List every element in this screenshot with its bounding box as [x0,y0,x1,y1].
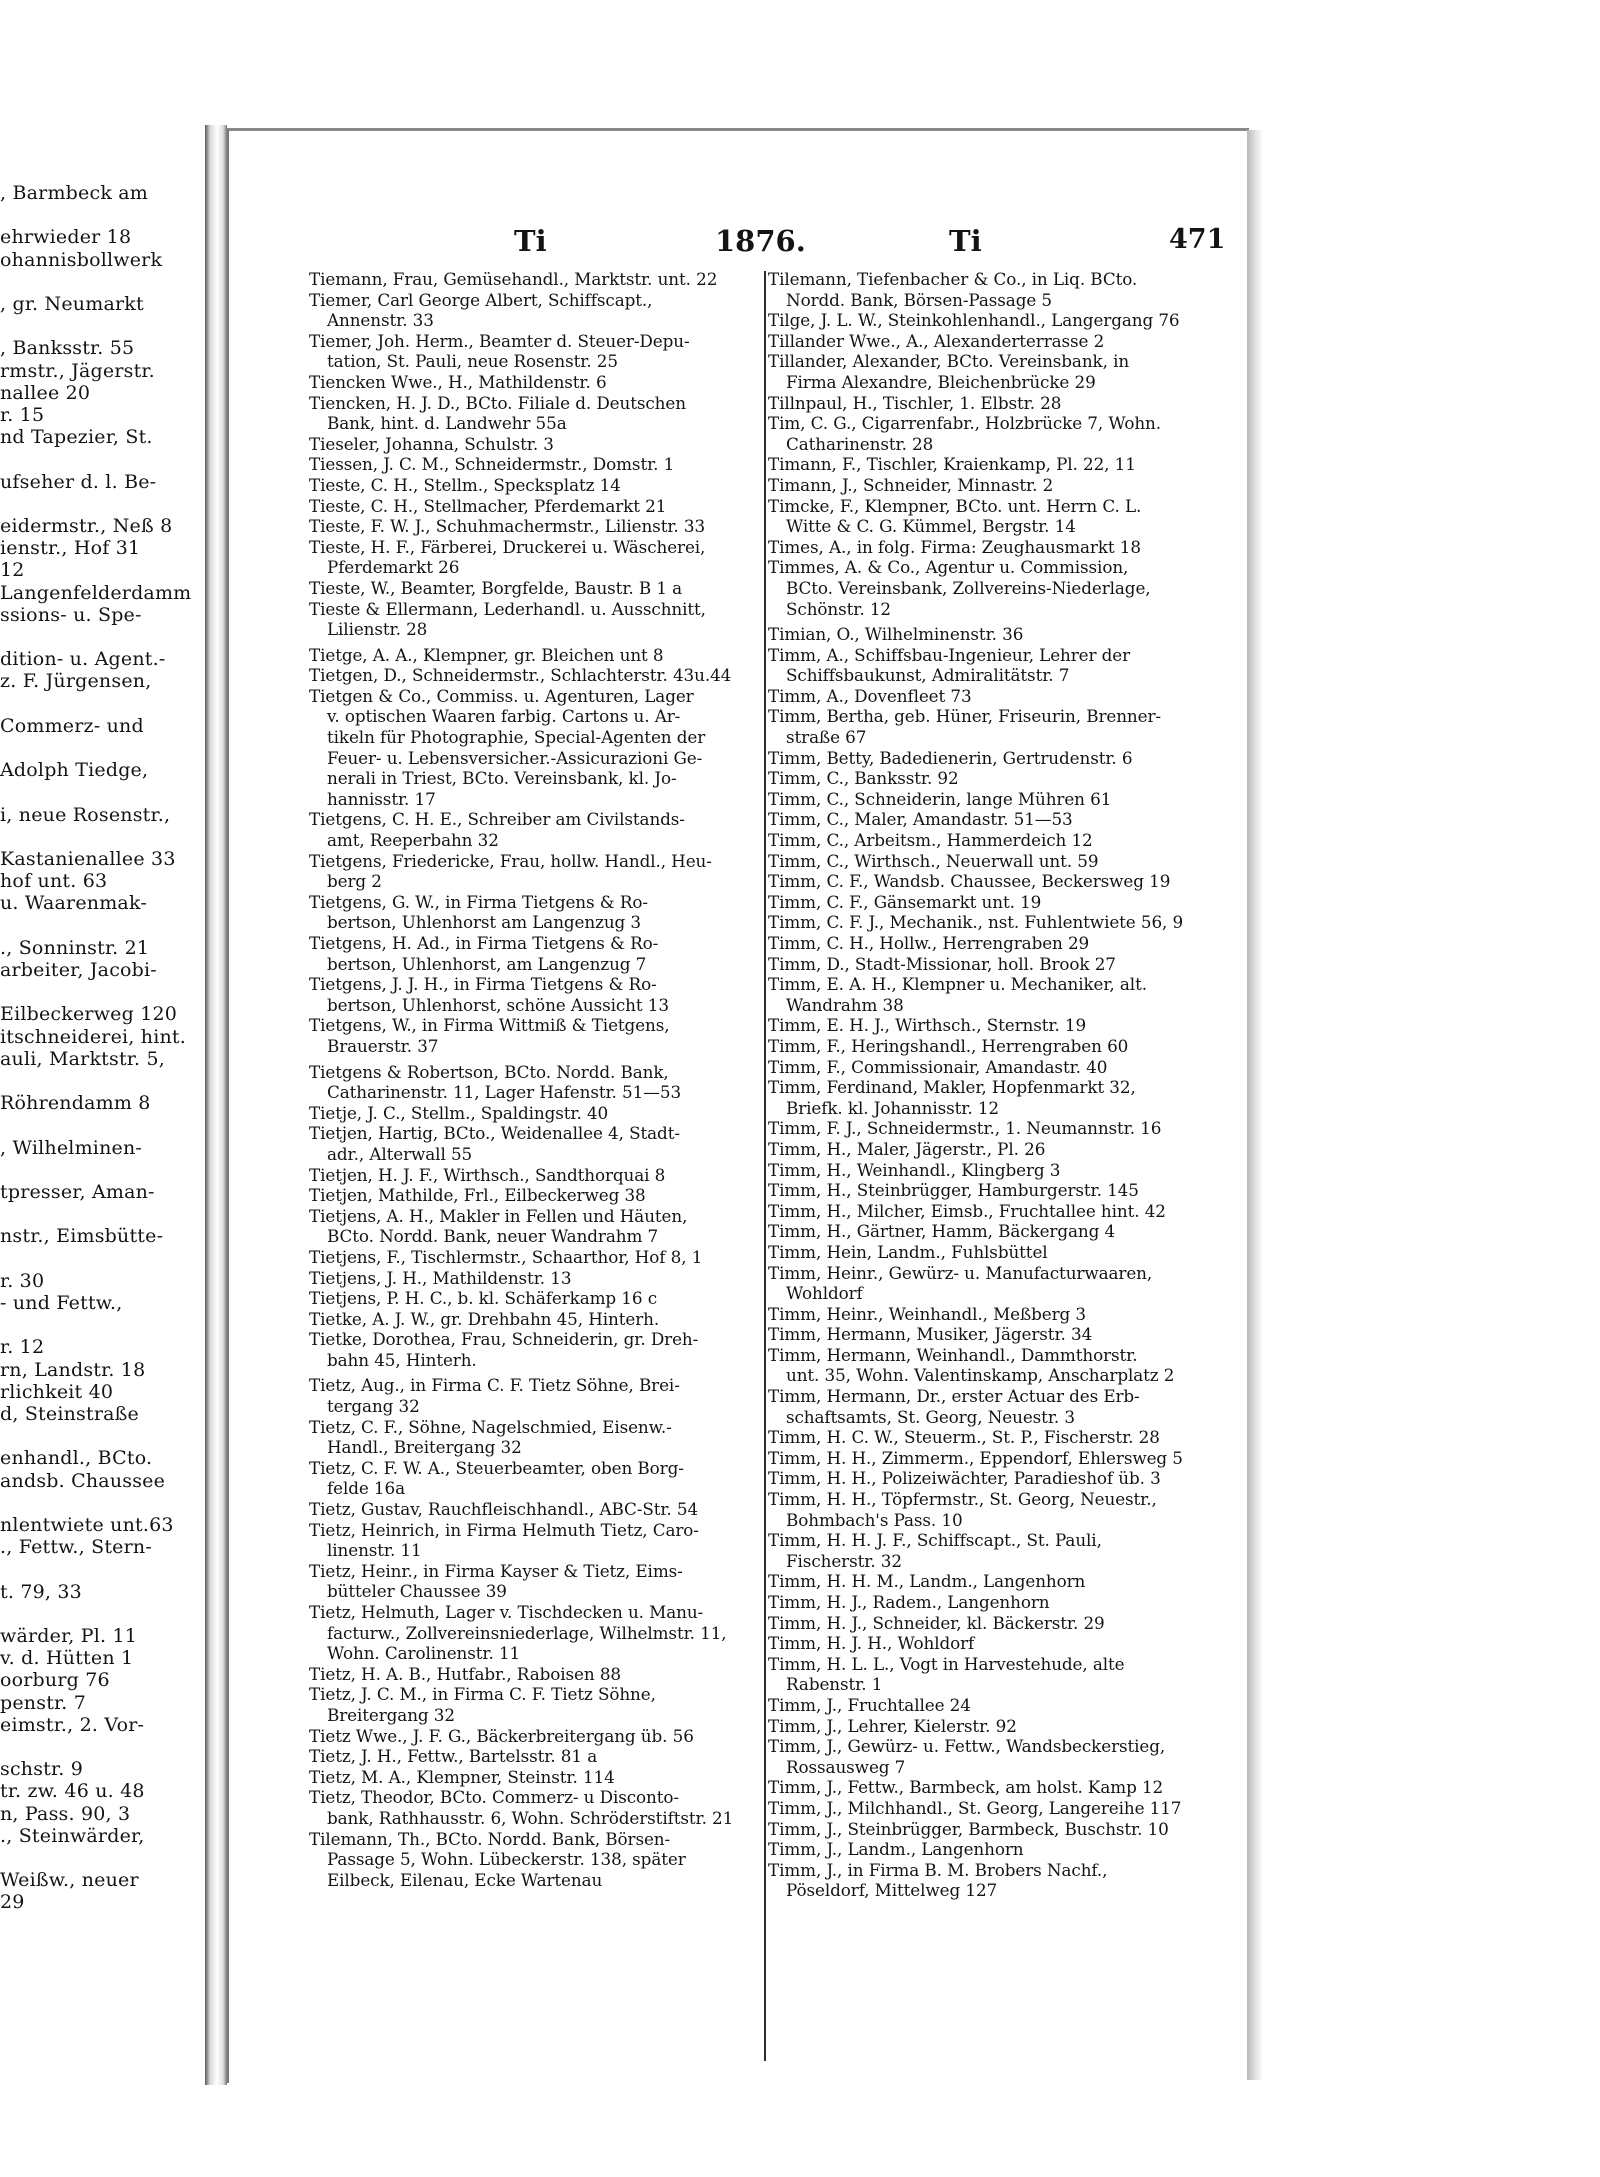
directory-entry-line: Tietjen, H. J. F., Wirthsch., Sandthorquai 8 [309,1164,666,1185]
directory-entry-line: Tietz, Helmuth, Lager v. Tischdecken u. Manu- [309,1602,704,1622]
directory-entry-line: Tietz, J. C. M., in Firma C. F. Tietz Söhne, [309,1684,656,1705]
directory-entry-line: Tiemer, Carl George Albert, Schiffscapt., [309,289,653,310]
directory-entry-line: Rabenstr. 1 [786,1674,883,1695]
directory-entry-line: felde 16a [327,1478,405,1499]
fragment-line: , Wilhelminen- [0,1136,143,1159]
directory-entry-line: Timm, H., Weinhandl., Klingberg 3 [768,1159,1061,1180]
directory-entry-line: Brauerstr. 37 [327,1035,439,1056]
fragment-line: penstr. 7 [0,1691,86,1714]
directory-entry-line: Timcke, F., Klempner, BCto. unt. Herrn C. L. [768,495,1142,516]
directory-entry-line: Timm, C., Wirthsch., Neuerwall unt. 59 [768,850,1099,871]
directory-entry-line: Timm, Hermann, Dr., erster Actuar des Erb- [768,1386,1140,1407]
fragment-line: i, neue Rosenstr., [0,803,171,826]
directory-entry-line: Timm, H. J., Schneider, kl. Bäckerstr. 29 [768,1612,1105,1633]
fragment-line: nstr., Eimsbütte- [0,1225,164,1248]
directory-entry-line: Timm, H. H., Polizeiwächter, Paradieshof üb. 3 [768,1468,1161,1489]
directory-entry-line: Timm, Hermann, Musiker, Jägerstr. 34 [768,1324,1093,1345]
directory-entry-line: Tiemer, Joh. Herm., Beamter d. Steuer-Depu- [309,330,690,351]
directory-entry-line: Tilge, J. L. W., Steinkohlenhandl., Langergang 76 [768,310,1180,331]
fragment-line: u. Waarenmak- [0,892,147,915]
directory-entry-line: Tietgens, C. H. E., Schreiber am Civilstands- [309,809,685,830]
directory-entry-line: Schiffsbaukunst, Admiralitätstr. 7 [786,665,1070,686]
directory-entry-line: Timm, A., Dovenfleet 73 [768,685,972,706]
directory-entry-line: unt. 35, Wohn. Valentinskamp, Anscharplatz 2 [786,1365,1175,1386]
directory-entry-line: Tietgens, W., in Firma Wittmiß & Tietgens, [309,1015,670,1036]
fragment-line: Kastanienallee 33 [0,848,176,870]
directory-entry-line: Tieseler, Johanna, Schulstr. 3 [309,433,554,454]
directory-entry-line: Tietgens, Friedericke, Frau, hollw. Handl., Heu- [309,850,712,871]
fragment-line: nlentwiete unt.63 [0,1514,174,1536]
directory-entry-line: Tietz, C. F. W. A., Steuerbeamter, oben Borg- [309,1457,684,1478]
directory-entry-line: Timm, Bertha, geb. Hüner, Friseurin, Brenner- [768,706,1161,727]
fragment-line: v. d. Hütten 1 [0,1647,134,1670]
directory-entry-line: hannisstr. 17 [327,788,436,809]
directory-entry-line: Timm, J., Steinbrügger, Barmbeck, Buschstr. 10 [768,1818,1169,1839]
directory-entry-line: Tiencken, H. J. D., BCto. Filiale d. Deutschen [309,392,686,413]
directory-entry-line: Tieste, C. H., Stellm., Specksplatz 14 [309,474,621,495]
directory-entry-line: Witte & C. G. Kümmel, Bergstr. 14 [786,516,1076,537]
directory-entry-line: Timm, H. H., Zimmerm., Eppendorf, Ehlersweg 5 [768,1447,1183,1468]
directory-entry-line: Tietke, Dorothea, Frau, Schneiderin, gr. Dreh- [309,1329,699,1350]
directory-entry-line: Timm, Betty, Badedienerin, Gertrudenstr. 6 [768,747,1133,768]
fragment-line: r. 15 [0,404,45,426]
fragment-line: enhandl., BCto. [0,1447,153,1470]
fragment-line: arbeiter, Jacobi- [0,959,157,981]
fragment-line: wärder, Pl. 11 [0,1625,138,1647]
fragment-line: ufseher d. l. Be- [0,470,157,493]
directory-entry-line: Timm, C., Schneiderin, lange Mühren 61 [768,788,1112,809]
directory-entry-line: Timm, H. J. H., Wohldorf [768,1633,975,1654]
directory-entry-line: bertson, Uhlenhorst, am Langenzug 7 [327,953,647,974]
directory-entry-line: Tietz, C. F., Söhne, Nagelschmied, Eisenw.- [309,1416,672,1437]
fragment-line: auli, Marktstr. 5, [0,1047,165,1070]
directory-entry-line: Timm, A., Schiffsbau-Ingenieur, Lehrer der [768,644,1131,665]
fragment-line: itschneiderei, hint. [0,1025,187,1048]
fragment-line: Adolph Tiedge, [0,759,149,782]
directory-entry-line: bütteler Chaussee 39 [327,1581,507,1602]
fragment-line: r. 12 [0,1336,45,1359]
fragment-line: nd Tapezier, St. [0,426,153,449]
directory-entry-line: Feuer- u. Lebensversicher.-Assicurazioni Ge- [327,747,703,768]
directory-entry-line: Timian, O., Wilhelminenstr. 36 [768,624,1024,645]
directory-entry-line: Timm, D., Stadt-Missionar, holl. Brook 27 [768,953,1116,974]
directory-entry-line: BCto. Vereinsbank, Zollvereins-Niederlage, [786,577,1151,598]
directory-entry-line: Annenstr. 33 [327,310,434,331]
directory-entry-line: Timm, J., Gewürz- u. Fettw., Wandsbeckerstieg, [768,1736,1166,1757]
directory-entry-line: Tiessen, J. C. M., Schneidermstr., Domstr. 1 [309,454,675,475]
directory-entry-line: Tietjen, Hartig, BCto., Weidenallee 4, Stadt- [309,1123,680,1144]
fragment-line: hof unt. 63 [0,870,108,893]
directory-entry-line: Tietgen, D., Schneidermstr., Schlachterstr. 43u.44 [309,665,732,686]
directory-entry-line: Timm, H. H. M., Landm., Langenhorn [768,1571,1086,1592]
page-number: 471 [1169,224,1226,255]
directory-entry-line: Timm, H. H., Töpfermstr., St. Georg, Neuestr., [768,1489,1157,1510]
fragment-line: r. 30 [0,1269,45,1292]
fragment-line: Weißw., neuer [0,1869,139,1892]
directory-entry-line: Timm, H. C. W., Steuerm., St. P., Fischerstr. 28 [768,1427,1160,1448]
book-gutter [205,125,227,2085]
fragment-line: ., Sonninstr. 21 [0,936,150,959]
directory-entry-line: Timm, H., Steinbrügger, Hamburgerstr. 145 [768,1180,1139,1201]
directory-entry-line: Tietz, Heinr., in Firma Kayser & Tietz, Eims- [309,1560,683,1581]
directory-entry-line: Rossausweg 7 [786,1756,906,1777]
directory-entry-line: Tietgens, G. W., in Firma Tietgens & Ro- [309,891,648,912]
header-year: 1876. [715,224,806,258]
directory-entry-line: schaftsamts, St. Georg, Neuestr. 3 [786,1406,1075,1427]
directory-entry-line: Tillander Wwe., A., Alexanderterrasse 2 [768,330,1105,351]
directory-entry-line: bertson, Uhlenhorst, schöne Aussicht 13 [327,994,669,1015]
directory-entry-line: Tim, C. G., Cigarrenfabr., Holzbrücke 7, Wohn. [768,413,1161,434]
directory-entry-line: Tietz, H. A. B., Hutfabr., Raboisen 88 [309,1663,621,1684]
directory-entry-line: Tieste, C. H., Stellmacher, Pferdemarkt 21 [309,495,667,516]
fragment-line: rlichkeit 40 [0,1380,114,1403]
fragment-line: d, Steinstraße [0,1403,139,1425]
directory-entry-line: Tillnpaul, H., Tischler, 1. Elbstr. 28 [768,392,1062,413]
directory-entry-line: Tietz, Aug., in Firma C. F. Tietz Söhne, Brei- [309,1375,680,1396]
fragment-line: , Banksstr. 55 [0,337,135,360]
directory-entry-line: tergang 32 [327,1396,420,1417]
fragment-line: eimstr., 2. Vor- [0,1713,145,1736]
fragment-line: n, Pass. 90, 3 [0,1802,131,1825]
directory-entry-line: Timann, F., Tischler, Kraienkamp, Pl. 22, 11 [768,454,1136,475]
directory-entry-line: BCto. Nordd. Bank, neuer Wandrahm 7 [327,1226,659,1247]
directory-entry-line: Timm, J., Fruchtallee 24 [768,1694,971,1715]
directory-entry-line: straße 67 [786,727,867,748]
directory-entry-line: Bohmbach's Pass. 10 [786,1509,963,1530]
directory-entry-line: Breitergang 32 [327,1704,455,1725]
directory-entry-line: Timm, Hein, Landm., Fuhlsbüttel [768,1241,1048,1262]
directory-entry-line: Tietge, A. A., Klempner, gr. Bleichen unt 8 [309,644,664,665]
directory-entry-line: amt, Reeperbahn 32 [327,830,499,851]
directory-entry-line: Tillander, Alexander, BCto. Vereinsbank, in [768,351,1130,372]
fragment-line: dition- u. Agent.- [0,648,166,671]
fragment-line: ., Steinwärder, [0,1824,145,1847]
directory-entry-line: Schönstr. 12 [786,598,891,619]
page-edge-shadow [1247,130,1263,2080]
fragment-line: t. 79, 33 [0,1580,82,1603]
directory-entry-line: Timm, E. A. H., Klempner u. Mechaniker, alt. [768,974,1147,995]
directory-entry-line: Bank, hint. d. Landwehr 55a [327,413,567,434]
column-divider [764,271,766,2061]
directory-entry-line: Tieste, F. W. J., Schuhmachermstr., Lilienstr. 33 [309,516,706,537]
directory-entry-line: Wandrahm 38 [786,994,904,1015]
directory-entry-line: Tietjen, Mathilde, Frl., Eilbeckerweg 38 [309,1185,646,1206]
directory-entry-line: Nordd. Bank, Börsen-Passage 5 [786,289,1052,310]
fragment-line: Langenfelderdamm [0,581,192,604]
fragment-line: andsb. Chaussee [0,1469,166,1492]
directory-entry-line: Tietje, J. C., Stellm., Spaldingstr. 40 [309,1102,609,1123]
fragment-line: ., Fettw., Stern- [0,1536,152,1559]
directory-entry-line: Tietz, Gustav, Rauchfleischhandl., ABC-Str. 54 [309,1499,699,1520]
fragment-line: rn, Landstr. 18 [0,1358,146,1381]
fragment-line: - und Fettw., [0,1292,123,1314]
directory-entry-line: Firma Alexandre, Bleichenbrücke 29 [786,371,1096,392]
directory-entry-line: Catharinenstr. 11, Lager Hafenstr. 51—53 [327,1082,682,1103]
directory-entry-line: bertson, Uhlenhorst am Langenzug 3 [327,912,642,933]
directory-entry-line: Tietjens, A. H., Makler in Fellen und Häuten, [309,1205,688,1226]
directory-entry-line: Timm, J., Milchhandl., St. Georg, Langereihe 117 [768,1797,1182,1818]
directory-entry-line: Briefk. kl. Johannisstr. 12 [786,1097,999,1118]
fragment-line: tr. zw. 46 u. 48 [0,1780,145,1803]
fragment-line: 12 [0,559,25,582]
directory-entry-line: Timm, C. F., Wandsb. Chaussee, Beckersweg 19 [768,871,1171,892]
directory-entry-line: Timm, Heinr., Gewürz- u. Manufacturwaaren, [768,1262,1153,1283]
directory-entry-line: Timm, C., Banksstr. 92 [768,768,959,789]
directory-entry-line: Timm, H. H. J. F., Schiffscapt., St. Pauli, [768,1530,1102,1551]
directory-entry-line: Tietz, J. H., Fettw., Bartelsstr. 81 a [309,1746,598,1767]
directory-entry-line: Tilemann, Th., BCto. Nordd. Bank, Börsen- [309,1828,671,1849]
directory-entry-line: Timm, C. F. J., Mechanik., nst. Fuhlentwiete 56, 9 [768,912,1184,933]
directory-entry-line: adr., Alterwall 55 [327,1143,473,1164]
directory-entry-line: Tiemann, Frau, Gemüsehandl., Marktstr. unt. 22 [309,269,718,289]
directory-entry-line: Timm, J., in Firma B. M. Brobers Nachf., [768,1859,1108,1880]
directory-entry-line: v. optischen Waaren farbig. Cartons u. Ar- [327,706,681,727]
directory-entry-line: Tietke, A. J. W., gr. Drehbahn 45, Hinterh. [309,1308,660,1329]
directory-entry-line: Timm, Ferdinand, Makler, Hopfenmarkt 32, [768,1077,1136,1098]
directory-entry-line: Timm, F., Commissionair, Amandastr. 40 [768,1056,1108,1077]
directory-entry-line: Tilemann, Tiefenbacher & Co., in Liq. BCto. [768,269,1138,289]
directory-entry-line: Tieste & Ellermann, Lederhandl. u. Ausschnitt, [309,598,706,619]
directory-page [227,128,1249,2083]
directory-entry-line: Timm, Heinr., Weinhandl., Meßberg 3 [768,1303,1086,1324]
directory-entry-line: Tietjens, P. H. C., b. kl. Schäferkamp 16 c [309,1288,657,1309]
directory-entry-line: Lilienstr. 28 [327,619,428,640]
directory-entry-line: Timm, E. H. J., Wirthsch., Sternstr. 19 [768,1015,1087,1036]
fragment-line: eidermstr., Neß 8 [0,515,173,537]
directory-entry-line: Tietz, Theodor, BCto. Commerz- u Disconto- [309,1787,679,1808]
directory-entry-line: Tietjens, F., Tischlermstr., Schaarthor, Hof 8, 1 [309,1246,703,1267]
header-letters-right: Ti [949,224,982,258]
directory-entry-line: Timm, F., Heringshandl., Herrengraben 60 [768,1035,1129,1056]
directory-entry-line: Timmes, A. & Co., Agentur u. Commission, [768,557,1129,578]
directory-entry-line: tikeln für Photographie, Special-Agenten der [327,727,706,748]
directory-entry-line: Eilbeck, Eilenau, Ecke Wartenau [327,1869,603,1890]
directory-entry-line: Wohldorf [786,1283,863,1304]
directory-entry-line: nerali in Triest, BCto. Vereinsbank, kl. Jo- [327,768,677,789]
directory-entry-line: Timm, J., Fettw., Barmbeck, am holst. Kamp 12 [768,1777,1164,1798]
directory-entry-line: Tiencken Wwe., H., Mathildenstr. 6 [309,371,607,392]
directory-entry-line: linenstr. 11 [327,1540,422,1561]
entries-column-right [768,269,1252,2059]
fragment-line: ienstr., Hof 31 [0,537,141,560]
fragment-line: ehrwieder 18 [0,226,132,249]
fragment-line: z. F. Jürgensen, [0,670,152,693]
fragment-line: , gr. Neumarkt [0,293,144,315]
directory-entry-line: Timm, H. L. L., Vogt in Harvestehude, alte [768,1653,1125,1674]
directory-entry-line: Tietjens, J. H., Mathildenstr. 13 [309,1267,572,1288]
directory-entry-line: Timm, C., Arbeitsm., Hammerdeich 12 [768,830,1093,851]
directory-entry-line: Tieste, H. F., Färberei, Druckerei u. Wäscherei, [309,536,706,557]
directory-entry-line: Timm, C., Maler, Amandastr. 51—53 [768,809,1073,830]
previous-page-fragment [0,130,207,2075]
directory-entry-line: Passage 5, Wohn. Lübeckerstr. 138, später [327,1849,686,1870]
fragment-line: nallee 20 [0,381,91,404]
fragment-line: tpresser, Aman- [0,1181,155,1203]
fragment-line: Röhrendamm 8 [0,1092,151,1115]
directory-entry-line: Fischerstr. 32 [786,1550,902,1571]
directory-entry-line: Handl., Breitergang 32 [327,1437,522,1458]
fragment-line: ssions- u. Spe- [0,603,142,626]
fragment-line: 29 [0,1891,25,1914]
directory-entry-line: Timm, Hermann, Weinhandl., Dammthorstr. [768,1344,1138,1365]
directory-entry-line: bahn 45, Hinterh. [327,1349,477,1370]
directory-entry-line: Tietz Wwe., J. F. G., Bäckerbreitergang üb. 56 [309,1725,694,1746]
directory-entry-line: Tieste, W., Beamter, Borgfelde, Baustr. B 1 a [309,577,683,598]
directory-entry-line: Timm, J., Lehrer, Kielerstr. 92 [768,1715,1017,1736]
directory-entry-line: bank, Rathhausstr. 6, Wohn. Schröderstiftstr. 21 [327,1807,734,1828]
directory-entry-line: Tietgens, H. Ad., in Firma Tietgens & Ro- [309,933,659,953]
directory-entry-line: Timm, H. J., Radem., Langenhorn [768,1592,1050,1612]
directory-entry-line: Times, A., in folg. Firma: Zeughausmarkt 18 [768,536,1141,557]
fragment-line: ohannisbollwerk [0,248,163,271]
page-header [229,224,1249,264]
directory-entry-line: Timm, H., Milcher, Eimsb., Fruchtallee hint. 42 [768,1200,1166,1221]
directory-entry-line: Tietgens & Robertson, BCto. Nordd. Bank, [309,1061,669,1082]
directory-entry-line: Timm, C. H., Hollw., Herrengraben 29 [768,933,1090,953]
directory-entry-line: Pferdemarkt 26 [327,557,460,578]
directory-entry-line: Tietz, M. A., Klempner, Steinstr. 114 [309,1766,615,1787]
directory-entry-line: Tietgens, J. J. H., in Firma Tietgens & Ro- [309,974,657,995]
directory-entry-line: Timm, J., Landm., Langenhorn [768,1839,1024,1860]
fragment-line: schstr. 9 [0,1758,83,1781]
directory-entry-line: Timm, H., Gärtner, Hamm, Bäckergang 4 [768,1221,1116,1242]
directory-entry-line: Wohn. Carolinenstr. 11 [327,1643,521,1664]
directory-entry-line: Timm, C. F., Gänsemarkt unt. 19 [768,891,1042,912]
directory-entry-line: berg 2 [327,871,382,892]
header-letters-left: Ti [514,224,547,258]
directory-entry-line: Timm, F. J., Schneidermstr., 1. Neumannstr. 16 [768,1118,1162,1139]
directory-entry-line: Tietz, Heinrich, in Firma Helmuth Tietz, Caro- [309,1519,699,1540]
directory-entry-line: Tietgen & Co., Commiss. u. Agenturen, Lager [309,685,694,706]
fragment-line: , Barmbeck am [0,182,149,204]
directory-entry-line: facturw., Zollvereinsniederlage, Wilhelmstr. 11, [327,1622,727,1643]
directory-entry-line: Pöseldorf, Mittelweg 127 [786,1880,998,1901]
fragment-line: oorburg 76 [0,1669,110,1692]
directory-entry-line: tation, St. Pauli, neue Rosenstr. 25 [327,351,618,372]
entries-column-left [309,269,789,2059]
fragment-line: Commerz- und [0,714,144,737]
fragment-line: rmstr., Jägerstr. [0,359,155,382]
directory-entry-line: Catharinenstr. 28 [786,433,934,454]
directory-entry-line: Timann, J., Schneider, Minnastr. 2 [768,474,1054,495]
directory-entry-line: Timm, H., Maler, Jägerstr., Pl. 26 [768,1138,1046,1159]
fragment-line: Eilbeckerweg 120 [0,1003,178,1026]
